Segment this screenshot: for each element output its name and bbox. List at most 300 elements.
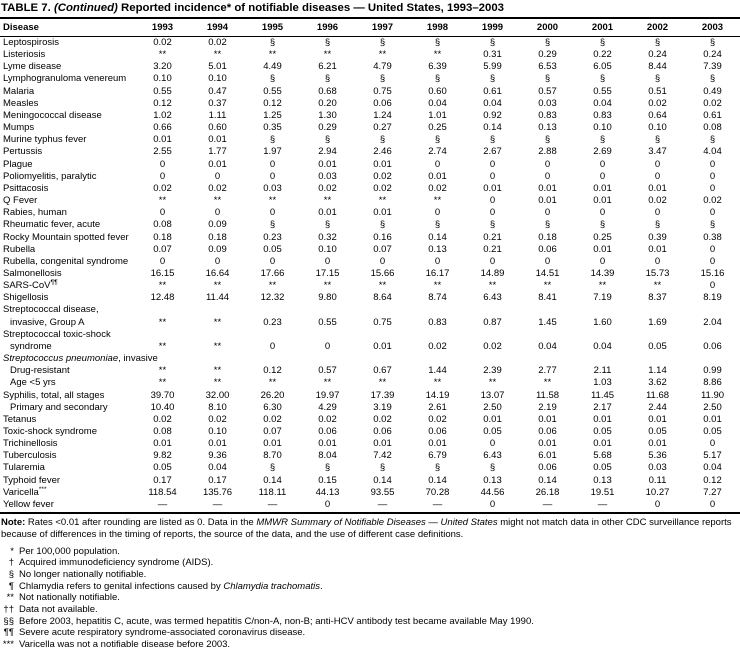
incidence-value: 0 <box>489 498 496 510</box>
incidence-value: § <box>654 134 661 146</box>
incidence-value: 2.94 <box>318 146 337 158</box>
incidence-value: 32.00 <box>205 389 230 401</box>
incidence-value: 0.01 <box>593 438 612 450</box>
incidence-value: ** <box>598 280 607 292</box>
incidence-value: 8.44 <box>648 61 667 73</box>
incidence-value: 0.18 <box>153 231 172 243</box>
incidence-value: 0.14 <box>428 231 447 243</box>
incidence-value: 2.04 <box>703 316 722 328</box>
table-row <box>0 475 740 487</box>
table-row <box>0 37 740 49</box>
incidence-value: 93.55 <box>370 486 395 498</box>
footnote-text: Not nationally notifiable. <box>19 592 120 604</box>
disease-label: Plague <box>3 158 33 170</box>
incidence-value: — <box>212 498 223 510</box>
table-row <box>0 292 740 304</box>
disease-label: Poliomyelitis, paralytic <box>3 170 97 182</box>
incidence-value: 0.01 <box>318 158 337 170</box>
incidence-value: 0.39 <box>648 231 667 243</box>
incidence-value: 1.44 <box>428 365 447 377</box>
incidence-value: 0 <box>544 170 551 182</box>
incidence-value: 0.10 <box>153 73 172 85</box>
table-row <box>0 244 740 256</box>
incidence-value: § <box>654 37 661 48</box>
incidence-value: 0 <box>709 182 716 194</box>
incidence-value: 2.88 <box>538 146 557 158</box>
incidence-value: 0.01 <box>208 158 227 170</box>
incidence-value: 8.86 <box>703 377 722 389</box>
incidence-value: 0.64 <box>648 109 667 121</box>
disease-label: Age <5 yrs <box>10 377 56 389</box>
incidence-value: 0.06 <box>428 426 447 437</box>
incidence-value: 0 <box>159 158 166 170</box>
incidence-value: 0.31 <box>483 49 502 61</box>
table-row <box>0 402 740 414</box>
incidence-value: ** <box>543 377 552 389</box>
incidence-value: 0 <box>159 170 166 182</box>
column-header-year: 2003 <box>701 22 724 33</box>
disease-label: Primary and secondary <box>10 401 108 413</box>
disease-label: Toxic-shock syndrome <box>3 426 97 437</box>
incidence-value: 7.19 <box>593 292 612 304</box>
incidence-value: 0 <box>544 207 551 219</box>
incidence-value: 5.68 <box>593 450 612 462</box>
incidence-value: 0.57 <box>318 365 337 377</box>
disease-label: SARS-CoV¶¶ <box>3 279 58 292</box>
footnote-text: Per 100,000 population. <box>19 545 120 557</box>
table-row <box>0 499 740 511</box>
table-row <box>0 159 740 171</box>
incidence-value: 26.20 <box>260 389 285 401</box>
incidence-value: 2.61 <box>428 401 447 413</box>
incidence-value: 0.05 <box>648 340 667 352</box>
incidence-value: ** <box>268 49 277 61</box>
incidence-value: 11.44 <box>205 292 230 304</box>
incidence-value: 14.39 <box>590 267 615 279</box>
incidence-value: 0.01 <box>373 340 392 352</box>
incidence-value: 12.32 <box>260 292 285 304</box>
footnote <box>0 581 740 593</box>
incidence-value: 0.61 <box>483 85 502 97</box>
incidence-value: 0.38 <box>703 231 722 243</box>
table-body <box>0 37 740 514</box>
incidence-value: 8.70 <box>263 450 282 462</box>
incidence-value: § <box>654 73 661 85</box>
incidence-value: 0.10 <box>593 122 612 134</box>
disease-label: Mumps <box>3 122 35 134</box>
incidence-value: 0.75 <box>373 316 392 328</box>
footnote <box>0 639 740 651</box>
footnote-symbol: †† <box>3 603 14 615</box>
incidence-value: 7.27 <box>703 486 722 498</box>
table-row <box>0 232 740 244</box>
incidence-value: 0 <box>269 158 276 170</box>
table-row <box>0 365 740 377</box>
incidence-value: 15.16 <box>700 267 725 279</box>
incidence-value: 0.10 <box>208 426 227 437</box>
incidence-value: 0.09 <box>208 219 227 231</box>
incidence-value: 0.04 <box>428 97 447 109</box>
incidence-value: 0.51 <box>648 85 667 97</box>
incidence-value: 0.03 <box>263 182 282 194</box>
incidence-value: 0.49 <box>703 85 722 97</box>
incidence-value: 3.20 <box>153 61 172 73</box>
incidence-value: 0.05 <box>648 426 667 437</box>
footnote-symbol: ¶ <box>8 580 14 592</box>
table-row <box>0 195 740 207</box>
incidence-value: 0.08 <box>153 219 172 231</box>
incidence-value: 0.01 <box>208 134 227 146</box>
footnote-text: Acquired immunodeficiency syndrome (AIDS). <box>19 557 214 569</box>
incidence-value: 11.68 <box>645 389 670 401</box>
footnote <box>0 569 740 581</box>
incidence-value: § <box>434 134 441 146</box>
incidence-value: 9.82 <box>153 450 172 462</box>
incidence-value: § <box>379 134 386 146</box>
incidence-value: 0.07 <box>153 243 172 255</box>
incidence-value: 0.02 <box>648 97 667 109</box>
incidence-value: § <box>709 219 716 231</box>
footnote <box>0 604 740 616</box>
incidence-value: § <box>379 219 386 231</box>
incidence-value: 0.09 <box>208 243 227 255</box>
incidence-value: 0 <box>269 340 276 352</box>
table-row <box>0 438 740 450</box>
incidence-value: ** <box>158 316 167 328</box>
table-title-text: Reported incidence* of notifiable diseases — United States, 1993–2003 <box>117 2 505 14</box>
footnote-symbol: ¶¶ <box>3 627 14 639</box>
disease-label: Streptococcal disease, invasive, Group A <box>0 304 135 328</box>
footnote-text: Data not available. <box>19 603 98 615</box>
incidence-value: ** <box>378 195 387 207</box>
incidence-value: 0.25 <box>593 231 612 243</box>
incidence-value: 1.03 <box>593 377 612 389</box>
incidence-value: ** <box>378 49 387 61</box>
incidence-value: 0.87 <box>483 316 502 328</box>
incidence-value: ** <box>213 377 222 389</box>
incidence-value: 6.21 <box>318 61 337 73</box>
incidence-value: 0.04 <box>483 97 502 109</box>
incidence-value: 0 <box>269 255 276 267</box>
incidence-value: 1.01 <box>428 109 447 121</box>
incidence-value: 0 <box>654 170 661 182</box>
incidence-value: 0.02 <box>428 413 447 425</box>
incidence-value: 0.07 <box>263 426 282 437</box>
incidence-value: 8.04 <box>318 450 337 462</box>
incidence-value: 4.04 <box>703 146 722 158</box>
table-row <box>0 183 740 195</box>
incidence-value: § <box>489 37 496 48</box>
incidence-value: 0.01 <box>593 195 612 207</box>
disease-label: Rubella, congenital syndrome <box>3 255 129 267</box>
incidence-value: § <box>324 462 331 474</box>
incidence-value: 0.07 <box>373 243 392 255</box>
incidence-value: 0.02 <box>483 340 502 352</box>
footnote-symbol: * <box>10 545 14 557</box>
incidence-value: 0.08 <box>153 426 172 437</box>
incidence-value: § <box>489 73 496 85</box>
incidence-value: 0 <box>599 207 606 219</box>
incidence-value: 0.05 <box>703 426 722 437</box>
incidence-value: 0.06 <box>373 97 392 109</box>
footnote-text: Varicella was not a notifiable disease before 2003. <box>19 638 231 650</box>
incidence-value: § <box>599 37 606 48</box>
footnote-marker: ¶¶ <box>50 279 58 287</box>
incidence-value: 0 <box>269 207 276 219</box>
incidence-value: § <box>434 37 441 48</box>
incidence-value: — <box>432 498 443 510</box>
incidence-value: 0 <box>489 158 496 170</box>
incidence-value: 0.02 <box>153 413 172 425</box>
incidence-value: 0.04 <box>593 97 612 109</box>
incidence-value: 0.21 <box>483 231 502 243</box>
incidence-value: 0.14 <box>483 122 502 134</box>
incidence-value: 0 <box>324 498 331 510</box>
note-text-italic: MMWR Summary of Notifiable Diseases — United States <box>256 517 498 529</box>
incidence-value: 1.77 <box>208 146 227 158</box>
incidence-value: § <box>489 134 496 146</box>
disease-label: Yellow fever <box>3 498 54 510</box>
incidence-value: ** <box>213 340 222 352</box>
disease-label: Shigellosis <box>3 292 49 304</box>
incidence-value: 0 <box>599 170 606 182</box>
disease-label: Murine typhus fever <box>3 134 87 146</box>
incidence-value: 4.49 <box>263 61 282 73</box>
incidence-value: 0 <box>599 158 606 170</box>
incidence-value: 26.18 <box>535 486 560 498</box>
incidence-value: 0.10 <box>318 243 337 255</box>
incidence-value: 0.01 <box>428 170 447 182</box>
incidence-value: § <box>489 219 496 231</box>
disease-label: Lyme disease <box>3 61 62 73</box>
incidence-value: 0.05 <box>483 426 502 437</box>
column-header-year: 1998 <box>426 22 449 33</box>
incidence-value: 0.06 <box>538 462 557 474</box>
incidence-value: 0.06 <box>703 340 722 352</box>
incidence-value: 0.01 <box>428 438 447 450</box>
disease-label: Psittacosis <box>3 182 49 194</box>
incidence-value: 1.14 <box>648 365 667 377</box>
table-row <box>0 207 740 219</box>
incidence-value: 11.90 <box>700 389 725 401</box>
incidence-value: § <box>269 462 276 474</box>
incidence-value: 17.15 <box>315 267 340 279</box>
incidence-value: ** <box>378 377 387 389</box>
incidence-value: 2.67 <box>483 146 502 158</box>
incidence-value: 0.12 <box>263 365 282 377</box>
incidence-value: 2.17 <box>593 401 612 413</box>
incidence-value: ** <box>158 49 167 61</box>
disease-label: Malaria <box>3 85 35 97</box>
table-row <box>0 61 740 73</box>
incidence-value: 0.12 <box>263 97 282 109</box>
footnote-symbol: § <box>8 569 14 580</box>
incidence-value: 0.05 <box>593 426 612 437</box>
incidence-value: 11.45 <box>590 389 615 401</box>
incidence-value: 0.04 <box>538 340 557 352</box>
incidence-value: 1.97 <box>263 146 282 158</box>
incidence-value: 7.39 <box>703 61 722 73</box>
incidence-value: 14.19 <box>425 389 450 401</box>
incidence-value: 0.10 <box>648 122 667 134</box>
incidence-value: 19.97 <box>315 389 340 401</box>
footnote-text: Before 2003, hepatitis C, acute, was termed hepatitis C/non-A, non-B; anti-HCV antibody test became available May 1990. <box>19 615 534 627</box>
footnote-symbol: † <box>8 557 14 569</box>
incidence-value: 0.21 <box>483 243 502 255</box>
table-row <box>0 171 740 183</box>
incidence-value: 0.14 <box>428 474 447 486</box>
incidence-value: 0.17 <box>208 474 227 486</box>
incidence-value: 0.01 <box>593 413 612 425</box>
incidence-value: 0.60 <box>208 122 227 134</box>
incidence-value: ** <box>543 280 552 292</box>
note-text-post: might not match data in other CDC surveillance reports because of differences in the timing of reports, the source of the data, and the use of different case definitions. <box>1 517 732 541</box>
incidence-value: 8.10 <box>208 401 227 413</box>
incidence-value: 0 <box>379 255 386 267</box>
incidence-value: 8.64 <box>373 292 392 304</box>
incidence-value: § <box>324 219 331 231</box>
incidence-value: 0.02 <box>373 413 392 425</box>
incidence-value: § <box>434 219 441 231</box>
incidence-value: 6.79 <box>428 450 447 462</box>
incidence-value: 0 <box>709 207 716 219</box>
incidence-value: § <box>324 73 331 85</box>
incidence-value: § <box>324 134 331 146</box>
disease-label: Measles <box>3 97 39 109</box>
incidence-value: ** <box>488 377 497 389</box>
incidence-value: 0.14 <box>263 474 282 486</box>
incidence-value: 0.20 <box>318 97 337 109</box>
footnote <box>0 546 740 558</box>
incidence-value: ** <box>433 280 442 292</box>
incidence-value: 0.02 <box>318 182 337 194</box>
disease-label: Pertussis <box>3 146 43 158</box>
footnotes-list <box>0 546 740 651</box>
incidence-value: § <box>489 462 496 474</box>
incidence-value: 0 <box>324 255 331 267</box>
incidence-value: 2.55 <box>153 146 172 158</box>
incidence-value: 6.43 <box>483 450 502 462</box>
disease-label-line2: invasive, Group A <box>10 316 85 328</box>
incidence-value: 0.02 <box>373 182 392 194</box>
incidence-value: 0 <box>434 158 441 170</box>
incidence-value: ** <box>433 49 442 61</box>
table-title-prefix: TABLE 7. <box>1 2 54 14</box>
incidence-value: 0.02 <box>703 97 722 109</box>
incidence-value: 19.51 <box>590 486 615 498</box>
incidence-value: 9.36 <box>208 450 227 462</box>
incidence-value: 0 <box>214 207 221 219</box>
incidence-value: 0 <box>159 207 166 219</box>
incidence-value: 0.05 <box>593 462 612 474</box>
incidence-value: ** <box>213 195 222 207</box>
incidence-value: 0.14 <box>373 474 392 486</box>
incidence-value: 0.60 <box>428 85 447 97</box>
incidence-value: ** <box>158 340 167 352</box>
incidence-value: 1.02 <box>153 109 172 121</box>
incidence-value: ** <box>158 365 167 377</box>
incidence-value: 0.18 <box>208 231 227 243</box>
disease-label: Syphilis, total, all stages <box>3 389 105 401</box>
disease-label: Tetanus <box>3 413 37 425</box>
disease-label: Typhoid fever <box>3 474 61 486</box>
incidence-value: 14.89 <box>480 267 505 279</box>
incidence-value: ** <box>433 377 442 389</box>
incidence-value: 7.42 <box>373 450 392 462</box>
disease-label: Salmonellosis <box>3 267 62 279</box>
incidence-value: 0.37 <box>208 97 227 109</box>
incidence-value: 0.01 <box>318 438 337 450</box>
incidence-value: 0.01 <box>263 438 282 450</box>
column-header-disease: Disease <box>3 22 39 33</box>
incidence-value: 0.04 <box>703 462 722 474</box>
incidence-value: 0.01 <box>648 182 667 194</box>
incidence-value: 2.44 <box>648 401 667 413</box>
incidence-value: 0.17 <box>153 474 172 486</box>
incidence-value: 0.16 <box>373 231 392 243</box>
incidence-value: ** <box>323 280 332 292</box>
incidence-value: ** <box>268 280 277 292</box>
incidence-value: 6.43 <box>483 292 502 304</box>
disease-label: Tularemia <box>3 462 45 474</box>
incidence-value: 0.99 <box>703 365 722 377</box>
incidence-value: 3.19 <box>373 401 392 413</box>
table-row <box>0 414 740 426</box>
incidence-value: 17.39 <box>370 389 395 401</box>
table-row <box>0 390 740 402</box>
footnote-symbol: §§ <box>3 615 14 627</box>
disease-label: Q Fever <box>3 195 38 207</box>
incidence-value: § <box>709 37 716 48</box>
incidence-value: 1.25 <box>263 109 282 121</box>
incidence-value: 0.83 <box>593 109 612 121</box>
incidence-value: 0.01 <box>538 413 557 425</box>
incidence-value: § <box>544 219 551 231</box>
footnote <box>0 592 740 604</box>
incidence-value: 0.47 <box>208 85 227 97</box>
incidence-value: ** <box>213 316 222 328</box>
table-row <box>0 49 740 61</box>
incidence-value: ** <box>213 49 222 61</box>
table-row <box>0 73 740 85</box>
disease-label: Drug-resistant <box>10 365 70 377</box>
disease-label: Rocky Mountain spotted fever <box>3 231 129 243</box>
incidence-value: 0.02 <box>373 170 392 182</box>
incidence-value: 0 <box>434 255 441 267</box>
table-row <box>0 304 740 328</box>
incidence-value: 0.55 <box>593 85 612 97</box>
incidence-value: 0.01 <box>538 195 557 207</box>
table-row <box>0 329 740 353</box>
column-header-year: 1996 <box>316 22 339 33</box>
incidence-value: 16.15 <box>150 267 175 279</box>
incidence-value: § <box>709 134 716 146</box>
note-text-pre: Rates <0.01 after rounding are listed as 0. Data in the <box>25 517 257 529</box>
footnote-symbol: *** <box>2 638 14 650</box>
incidence-value: 0 <box>709 498 716 510</box>
incidence-value: 3.47 <box>648 146 667 158</box>
disease-label: Streptococcal toxic-shock syndrome <box>0 329 135 353</box>
incidence-value: § <box>599 219 606 231</box>
incidence-value: 118.11 <box>258 486 287 498</box>
incidence-value: 6.53 <box>538 61 557 73</box>
incidence-value: 8.41 <box>538 292 557 304</box>
incidence-value: 0.14 <box>538 474 557 486</box>
incidence-value: 0 <box>654 255 661 267</box>
incidence-value: ** <box>213 280 222 292</box>
incidence-value: 0.29 <box>318 122 337 134</box>
note-label: Note: <box>1 517 26 529</box>
